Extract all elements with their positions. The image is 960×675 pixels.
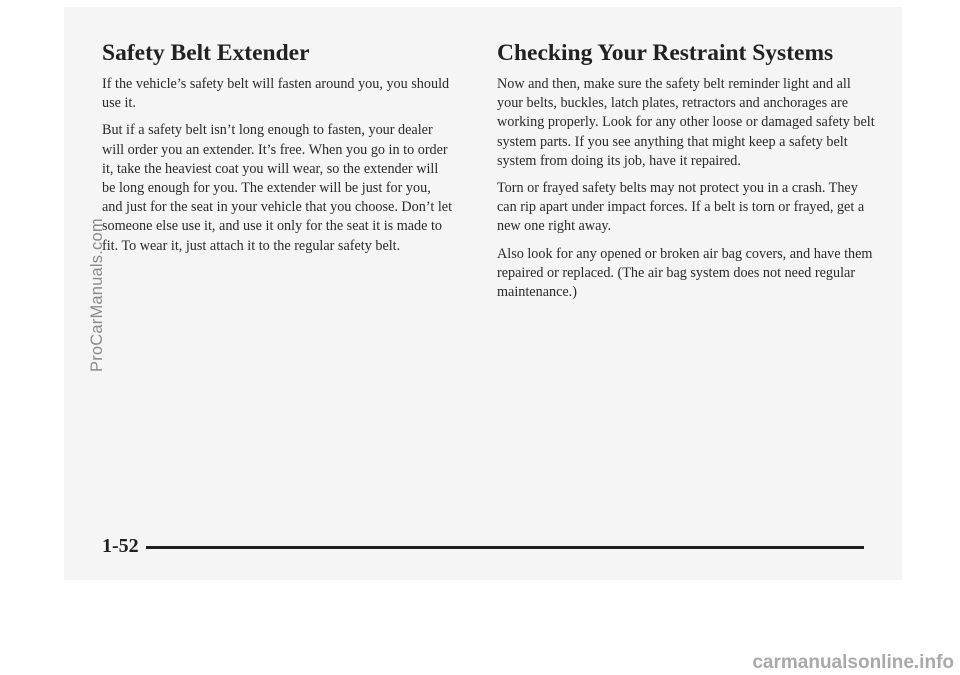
section-title: Checking Your Restraint Systems bbox=[497, 40, 834, 66]
paragraph: If the vehicle’s safety belt will fasten around you, you should use it. bbox=[102, 76, 450, 112]
footer-rule bbox=[146, 546, 864, 549]
paragraph: But if a safety belt isn’t long enough to fasten, your dealer will order you an extender. It’s free. When you go in to order it, take the heaviest coat you will wear, so the extender will be long enough for you. The extender will be just for you, and just for the seat in your vehicle that you choose. Don’t let someone else use it, and use it only for the seat it is made to fit. To wear it, just attach it to the regular safety belt. bbox=[102, 122, 453, 254]
paragraph: Also look for any opened or broken air bag covers, and have them repaired or replaced. (The air bag system does not need regular maintenance.) bbox=[497, 245, 873, 301]
watermark-bottom: carmanualsonline.info bbox=[752, 652, 954, 673]
section-checking-restraint-systems bbox=[497, 39, 877, 310]
manual-page bbox=[64, 7, 902, 580]
paragraph: Torn or frayed safety belts may not protect you in a crash. They can rip apart under impact forces. If a belt is torn or frayed, get a new one right away. bbox=[497, 180, 865, 235]
page-footer bbox=[102, 532, 864, 562]
watermark-side: ProCarManuals.com bbox=[88, 218, 106, 372]
page-number: 1-52 bbox=[102, 535, 139, 557]
section-safety-belt-extender bbox=[102, 39, 454, 264]
section-title: Safety Belt Extender bbox=[102, 40, 310, 66]
paragraph: Now and then, make sure the safety belt reminder light and all your belts, buckles, latch plates, retractors and anchorages are working properly. Look for any other loose or damaged safety belt system parts. If you see anything that might keep a safety belt system from doing its job, have it repaired. bbox=[497, 76, 875, 169]
